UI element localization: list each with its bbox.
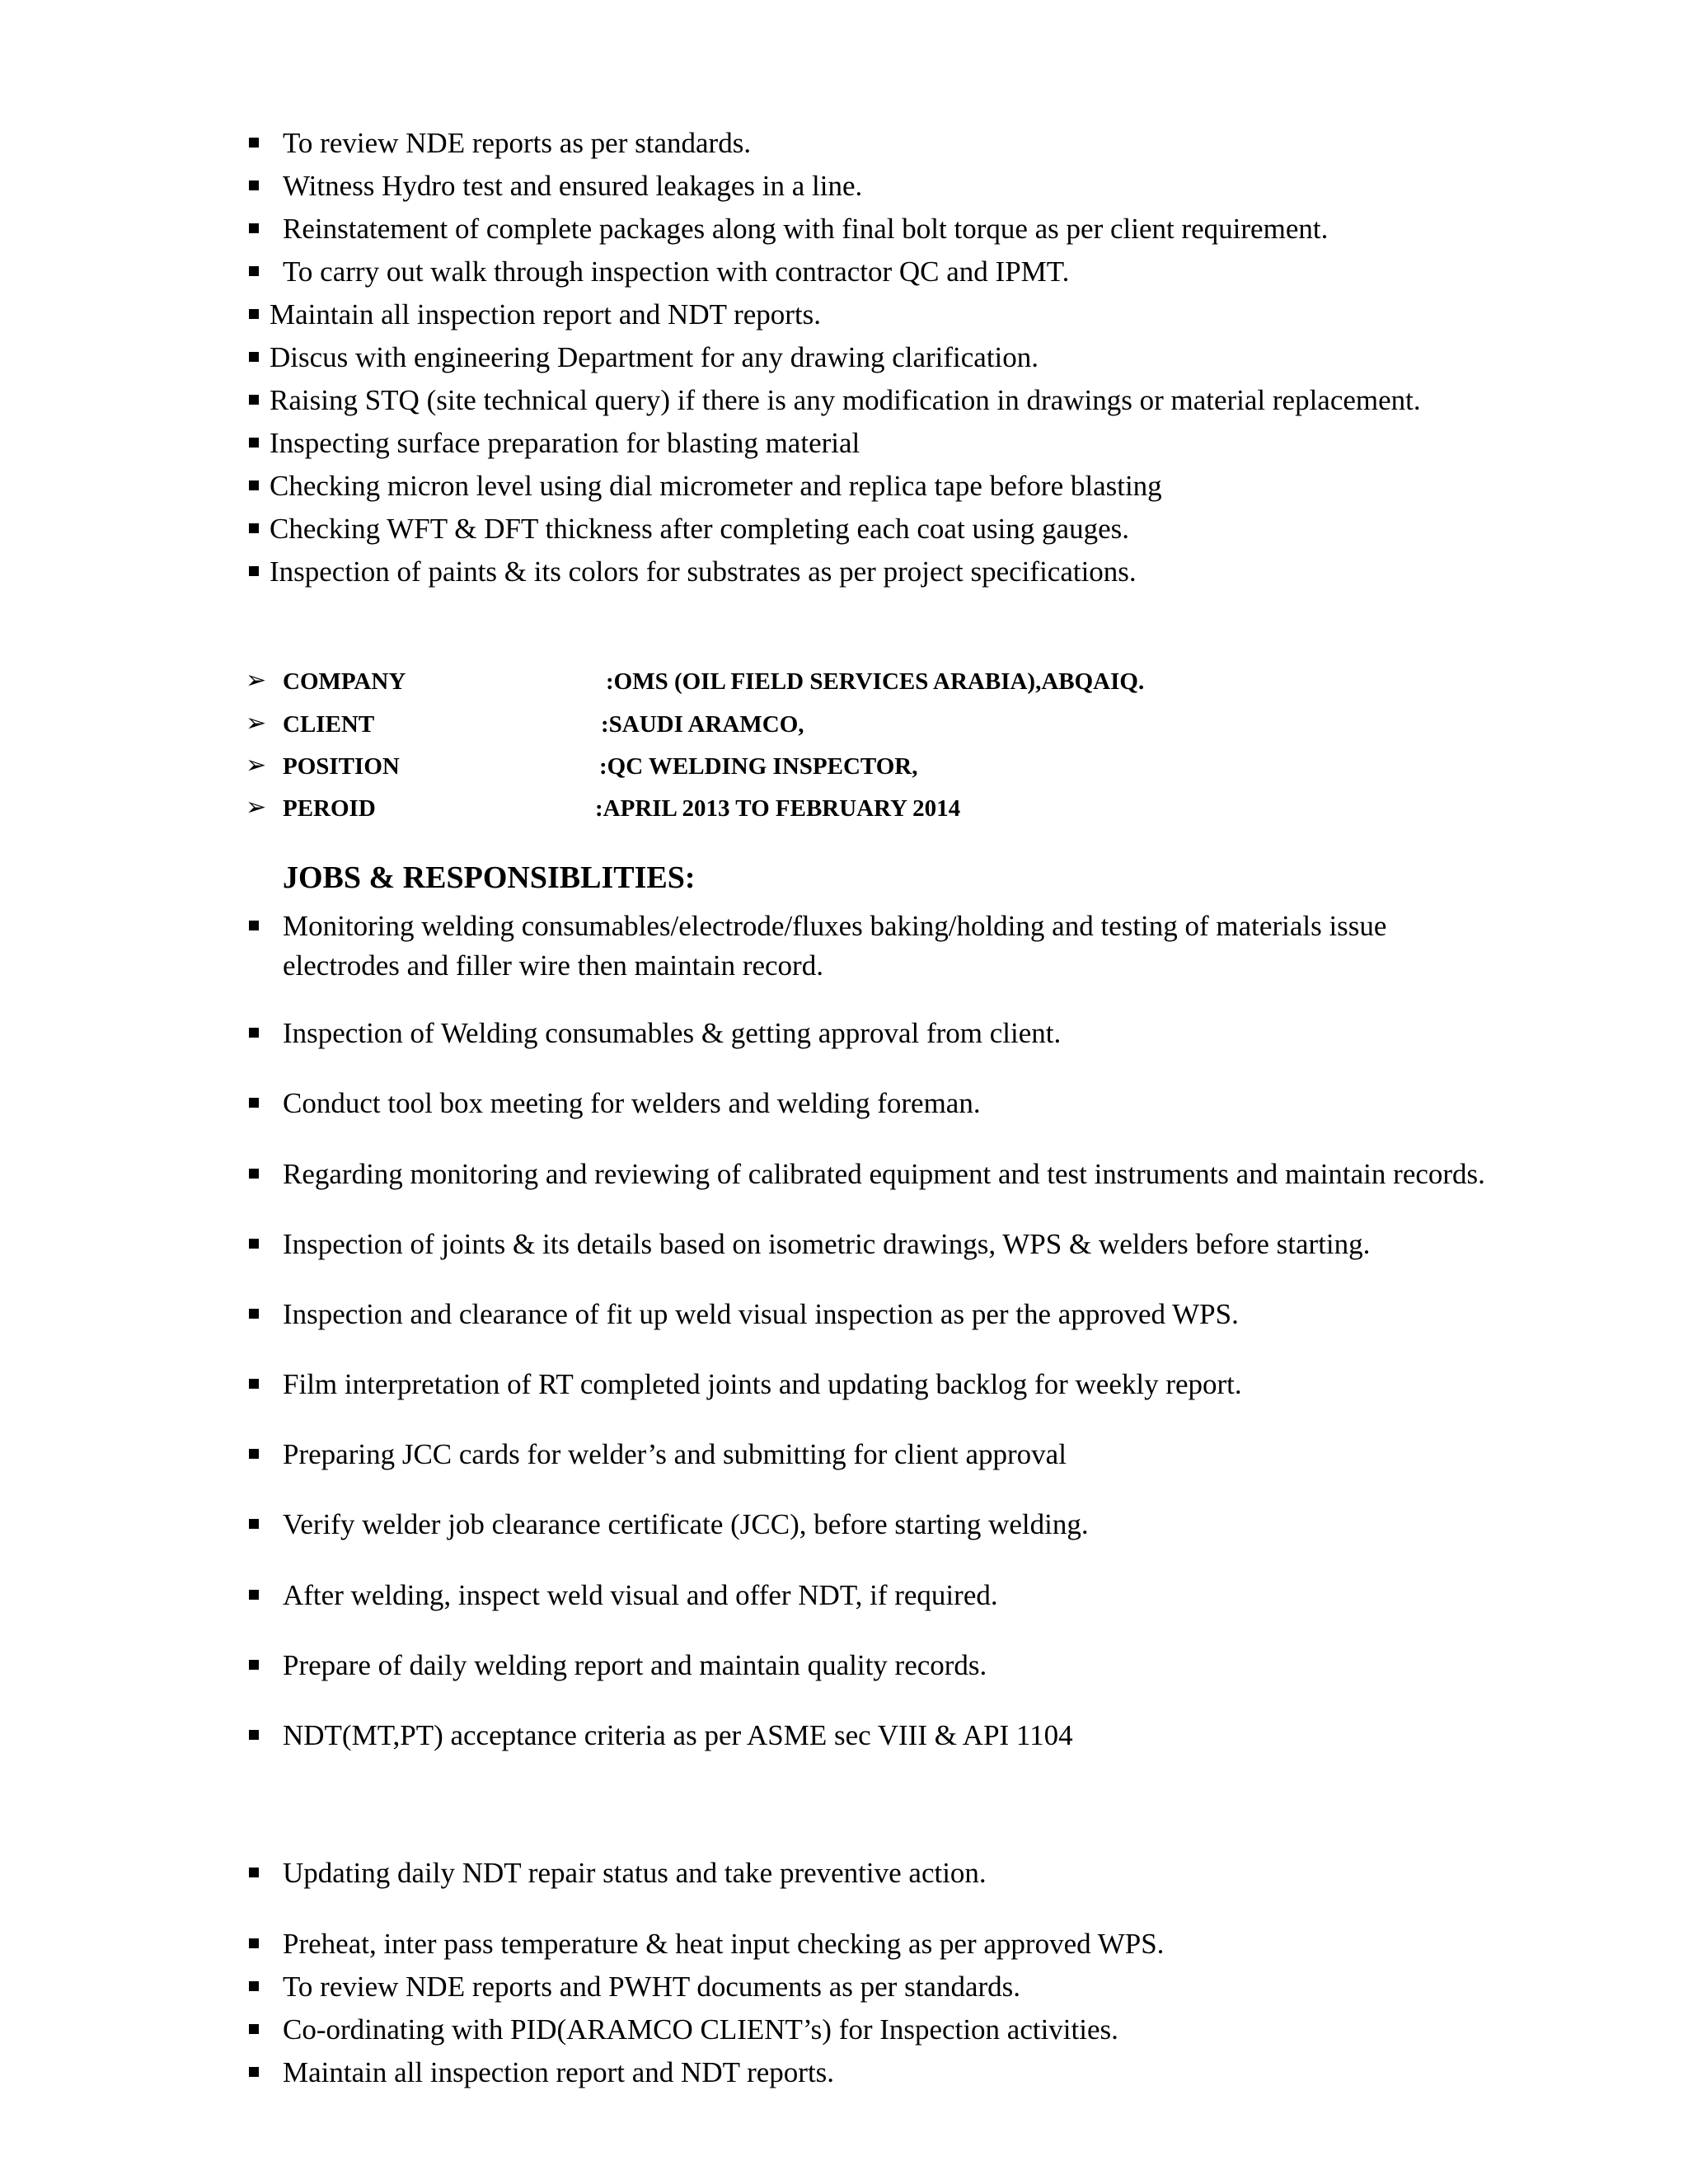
arrow-bullet-icon: ➢ [246,793,267,822]
bullet-icon [249,1239,259,1249]
list-item: Regarding monitoring and reviewing of calibrated equipment and test instruments and maintain records. [283,1158,1485,1190]
list-item: Inspection of Welding consumables & getting approval from client. [283,1017,1062,1049]
bullet-icon [249,566,259,576]
position-label: POSITION [283,753,400,780]
client-label: CLIENT [283,711,375,738]
list-item: To carry out walk through inspection with contractor QC and IPMT. [283,255,1070,288]
list-item: Prepare of daily welding report and maintain quality records. [283,1649,987,1681]
list-item: Maintain all inspection report and NDT reports. [270,298,822,330]
bullet-icon [249,309,259,319]
bullet-icon [249,1981,259,1991]
bullet-icon [249,2067,259,2077]
list-item: Verify welder job clearance certificate (JCC), before starting welding. [283,1508,1089,1540]
list-item: To review NDE reports as per standards. [283,127,752,159]
list-item: Checking WFT & DFT thickness after completing each coat using gauges. [270,513,1129,545]
period-label: PEROID [283,795,376,822]
bullet-icon [249,2024,259,2034]
bullet-icon [249,921,259,930]
list-item: Inspection of paints & its colors for substrates as per project specifications. [270,555,1137,588]
list-item: NDT(MT,PT) acceptance criteria as per ASME sec VIII & API 1104 [283,1719,1073,1751]
position-value: :QC WELDING INSPECTOR, [599,753,918,780]
bullet-icon [249,1590,259,1600]
list-item: Updating daily NDT repair status and take preventive action. [283,1857,987,1889]
bullet-icon [249,1098,259,1108]
bullet-icon [249,138,259,148]
arrow-bullet-icon: ➢ [246,751,267,780]
bullet-icon [249,1169,259,1179]
bullet-icon [249,438,259,448]
company-value: :OMS (OIL FIELD SERVICES ARABIA),ABQAIQ. [606,668,1145,695]
arrow-bullet-icon: ➢ [246,666,267,695]
bullet-icon [249,1028,259,1038]
list-item: Witness Hydro test and ensured leakages in a line. [283,170,863,202]
list-item: Conduct tool box meeting for welders and welding foreman. [283,1087,981,1119]
list-item: Preparing JCC cards for welder’s and submitting for client approval [283,1438,1067,1470]
list-item: Inspecting surface preparation for blasting material [270,427,860,459]
list-item: After welding, inspect weld visual and offer NDT, if required. [283,1579,998,1611]
list-item: Film interpretation of RT completed joints and updating backlog for weekly report. [283,1368,1242,1400]
bullet-icon [249,395,259,405]
bullet-icon [249,1309,259,1319]
list-item: Co-ordinating with PID(ARAMCO CLIENT’s) for Inspection activities. [283,2013,1118,2046]
list-item: Inspection of joints & its details based on isometric drawings, WPS & welders before starting. [283,1228,1371,1260]
list-item: To review NDE reports and PWHT documents as per standards. [283,1971,1021,2003]
bullet-icon [249,223,259,233]
bullet-icon [249,1660,259,1670]
period-value: :APRIL 2013 TO FEBRUARY 2014 [595,795,961,822]
arrow-bullet-icon: ➢ [246,709,267,738]
list-item: Inspection and clearance of fit up weld visual inspection as per the approved WPS. [283,1298,1239,1330]
list-item: Raising STQ (site technical query) if there is any modification in drawings or material replacement. [270,384,1421,416]
section-heading: JOBS & RESPONSIBLITIES: [283,860,696,895]
list-item-continuation: electrodes and filler wire then maintain record. [283,949,823,982]
list-item: Monitoring welding consumables/electrode/fluxes baking/holding and testing of materials issue [283,910,1387,942]
bullet-icon [249,266,259,276]
bullet-icon [249,1379,259,1389]
client-value: :SAUDI ARAMCO, [601,711,804,738]
bullet-icon [249,523,259,533]
list-item: Discus with engineering Department for any drawing clarification. [270,341,1039,373]
bullet-icon [249,1938,259,1948]
list-item: Reinstatement of complete packages along with final bolt torque as per client requirement. [283,213,1329,245]
bullet-icon [249,480,259,490]
list-item: Preheat, inter pass temperature & heat input checking as per approved WPS. [283,1928,1165,1960]
bullet-icon [249,180,259,190]
company-label: COMPANY [283,668,406,695]
bullet-icon [249,1519,259,1529]
bullet-icon [249,1449,259,1459]
list-item: Maintain all inspection report and NDT reports. [283,2056,835,2088]
bullet-icon [249,1868,259,1877]
bullet-icon [249,352,259,362]
list-item: Checking micron level using dial micrometer and replica tape before blasting [270,470,1162,502]
bullet-icon [249,1730,259,1740]
